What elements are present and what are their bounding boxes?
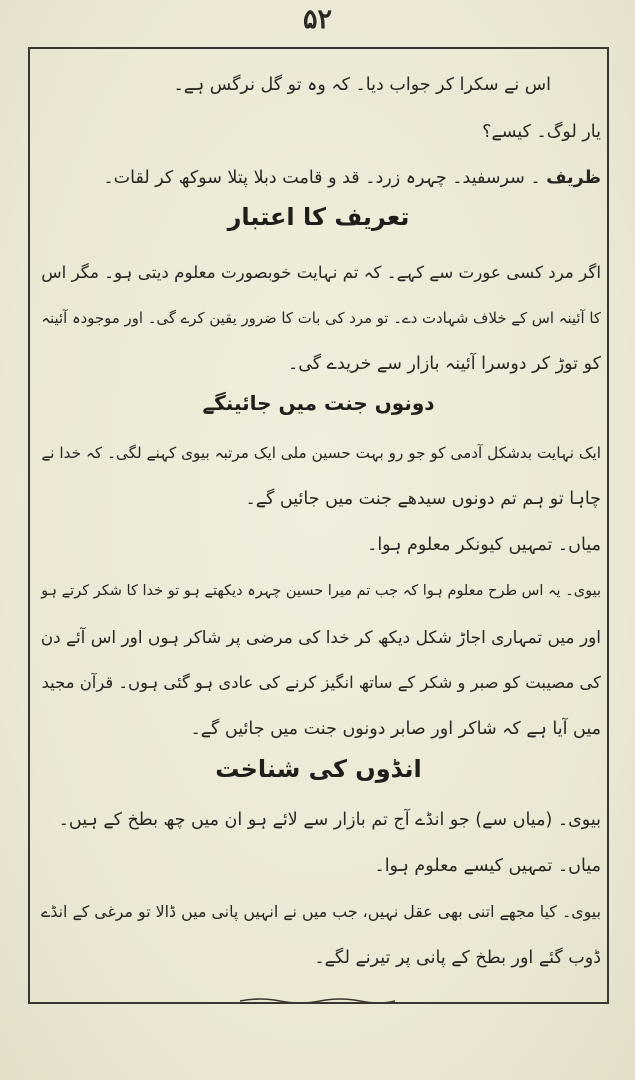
section-2-line-1: ایک نہایت بدشکل آدمی کو جو رو بہت حسین ملی ایک مرتبہ بیوی کہنے لگی۔ کہ خدا نے (41, 444, 601, 462)
section-2-line-3: میاں۔ تمہیں کیونکر معلوم ہوا۔ (367, 535, 601, 555)
section-2-line-7: میں آیا ہے کہ شاکر اور صابر دونوں جنت میں جائیں گے۔ (190, 719, 601, 739)
text-line-3-body: ۔ سرسفید۔ چہرہ زرد۔ قد و قامت دبلا پتلا سوکھ کر لقات۔ (103, 168, 547, 188)
section-title-2: دونوں جنت میں جائینگے (202, 391, 435, 415)
section-3-line-4: ڈوب گئے اور بطخ کے پانی پر تیرنے لگے۔ (314, 948, 601, 968)
section-2-line-4: بیوی۔ یہ اس طرح معلوم ہوا کہ جب تم میرا حسین چہرہ دیکھتے ہو تو خدا کا شکر کرتے ہو (41, 583, 601, 599)
end-separator-ornament (0, 994, 635, 1008)
section-3-line-3: بیوی۔ کیا مجھے اتنی بھی عقل نہیں، جب میں نے انہیں پانی میں ڈالا تو مرغی کے انڈے (41, 902, 601, 921)
page-number: ۵۲ (302, 4, 332, 35)
section-1-line-3: کو توڑ کر دوسرا آئینہ بازار سے خریدے گی۔ (287, 354, 601, 374)
text-line-1: اس نے سکرا کر جواب دیا۔ کہ وہ تو گل نرگس ہے۔ (173, 75, 551, 95)
section-2-line-6: کی مصیبت کو صبر و شکر کے ساتھ انگیز کرنے کی عادی ہو گئی ہوں۔ قرآن مجید (41, 673, 601, 692)
section-1-line-2: کا آئینہ اس کے خلاف شہادت دے۔ تو مرد کی بات کا ضرور یقین کرے گی۔ اور موجودہ آئینہ (41, 309, 601, 327)
section-2-line-2: چاہا تو ہم تم دونوں سیدھے جنت میں جائیں گے۔ (245, 489, 601, 509)
section-3-line-1: بیوی۔ (میاں سے) جو انڈے آج تم بازار سے لائے ہو ان میں چھ بطخ کے ہیں۔ (58, 810, 601, 830)
text-line-3 (103, 165, 601, 191)
section-title-1: تعریف کا اعتبار (227, 203, 410, 231)
section-3-line-2: میاں۔ تمہیں کیسے معلوم ہوا۔ (374, 856, 601, 876)
section-title-3: انڈوں کی شناخت (215, 755, 422, 783)
speaker-label: ظریف (546, 168, 601, 188)
section-2-line-5: اور میں تمہاری اجاڑ شکل دیکھ کر خدا کی مرضی پر شاکر ہوں اور اس آئے دن (40, 627, 601, 647)
text-line-2: یار لوگ۔ کیسے؟ (482, 122, 601, 142)
section-1-line-1: اگر مرد کسی عورت سے کہے۔ کہ تم نہایت خوبصورت معلوم دیتی ہو۔ مگر اس (41, 262, 601, 282)
